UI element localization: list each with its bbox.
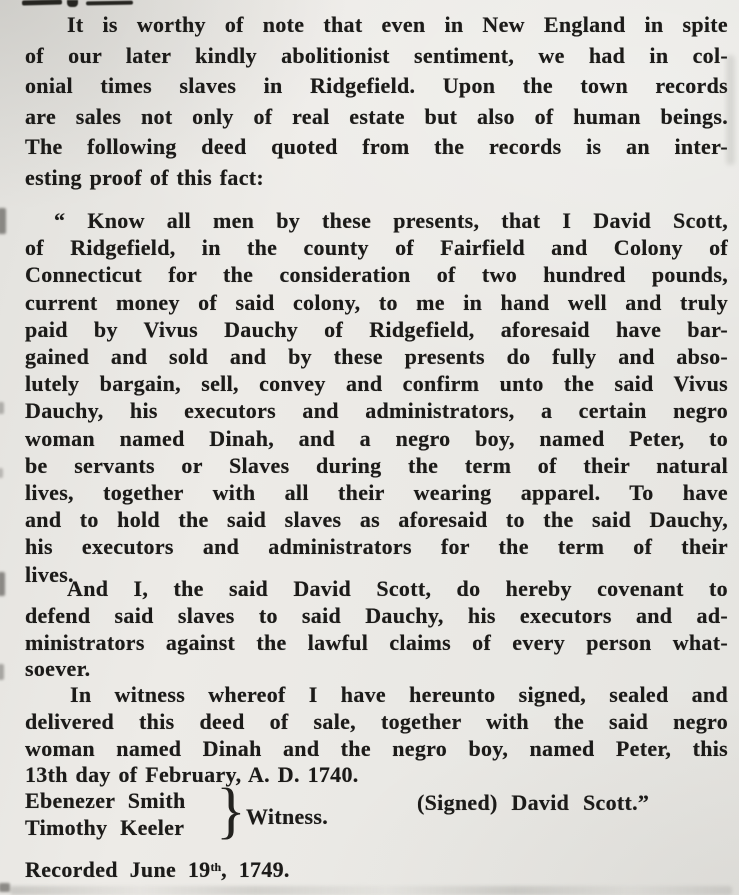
scan-artifact-left-edge — [0, 664, 4, 680]
text-line: Dauchy, his executors and administrators, a certain negro — [25, 398, 728, 424]
text-line: be servants or Slaves during the term of their natural — [25, 452, 728, 478]
scan-artifact-left-edge — [0, 572, 5, 596]
text-line: gained and sold and by these presents do fully and abso- — [25, 344, 728, 370]
paragraph-intro — [25, 10, 728, 193]
paragraph-covenant — [25, 576, 728, 683]
text-line: In witness whereof I have hereunto signed, sealed and — [70, 682, 728, 707]
text-line: lutely bargain, sell, convey and confirm unto the said Vivus — [25, 371, 728, 397]
text-line: lives, together with all their wearing apparel. To have — [25, 480, 728, 506]
text-line: paid by Vivus Dauchy of Ridgefield, aforesaid have bar- — [25, 316, 728, 342]
text-line: his executors and administrators for the term of their — [25, 534, 728, 560]
witness-name: Ebenezer Smith — [25, 788, 186, 813]
text-line: The following deed quoted from the records is an inter- — [25, 134, 728, 159]
text-line: are sales not only of real estate but also of human beings. — [25, 103, 728, 129]
text-line: and to hold the said slaves as aforesaid to the said Dauchy, — [25, 507, 728, 533]
scan-artifact-left-edge — [0, 883, 10, 892]
recorded-superscript: th — [210, 860, 222, 874]
text-line: of our later kindly abolitionist sentiment, we had in col- — [25, 42, 728, 68]
witness-label: Witness. — [246, 804, 329, 829]
witness-names — [25, 787, 186, 841]
text-line: soever. — [25, 656, 91, 682]
text-line: defend said slaves to said Dauchy, his executors and ad- — [25, 602, 728, 628]
text-line: woman named Dinah, and a negro boy, named Peter, to — [25, 425, 728, 451]
paragraph-deed — [25, 207, 728, 588]
text-line: Connecticut for the consideration of two hundred pounds, — [25, 262, 728, 288]
text-line: current money of said colony, to me in hand well and truly — [25, 289, 728, 315]
text-line: And I, the said David Scott, do hereby covenant to — [67, 576, 728, 601]
recorded-text: , 1749. — [221, 857, 290, 882]
recorded-line — [25, 853, 290, 884]
text-line: “ Know all men by these presents, that I David Scott, — [54, 208, 728, 233]
paragraph-witness-clause — [25, 682, 728, 789]
text-line: of Ridgefield, in the county of Fairfield and Colony of — [25, 235, 728, 261]
text-line: 13th day of February, A. D. 1740. — [25, 762, 359, 788]
text-line: It is worthy of note that even in New England in spite — [67, 12, 728, 37]
signed-line: (Signed) David Scott.” — [417, 790, 650, 815]
text-line: woman named Dinah and the negro boy, named Peter, this — [25, 735, 728, 761]
recorded-text: Recorded June 19 — [25, 857, 211, 882]
text-line: lives. — [25, 561, 74, 587]
scan-artifact-left-edge — [0, 468, 3, 478]
text-line: ministrators against the lawful claims of every person what- — [25, 629, 728, 655]
text-line: onial times slaves in Ridgefield. Upon the town records — [25, 73, 728, 98]
text-line: delivered this deed of sale, together with the said negro — [25, 708, 728, 734]
text-line: esting proof of this fact: — [25, 164, 265, 190]
witness-name: Timothy Keeler — [25, 815, 185, 840]
scan-artifact-left-edge — [0, 402, 4, 414]
scan-artifact-left-edge — [0, 208, 6, 234]
witness-brace: } — [216, 777, 246, 845]
